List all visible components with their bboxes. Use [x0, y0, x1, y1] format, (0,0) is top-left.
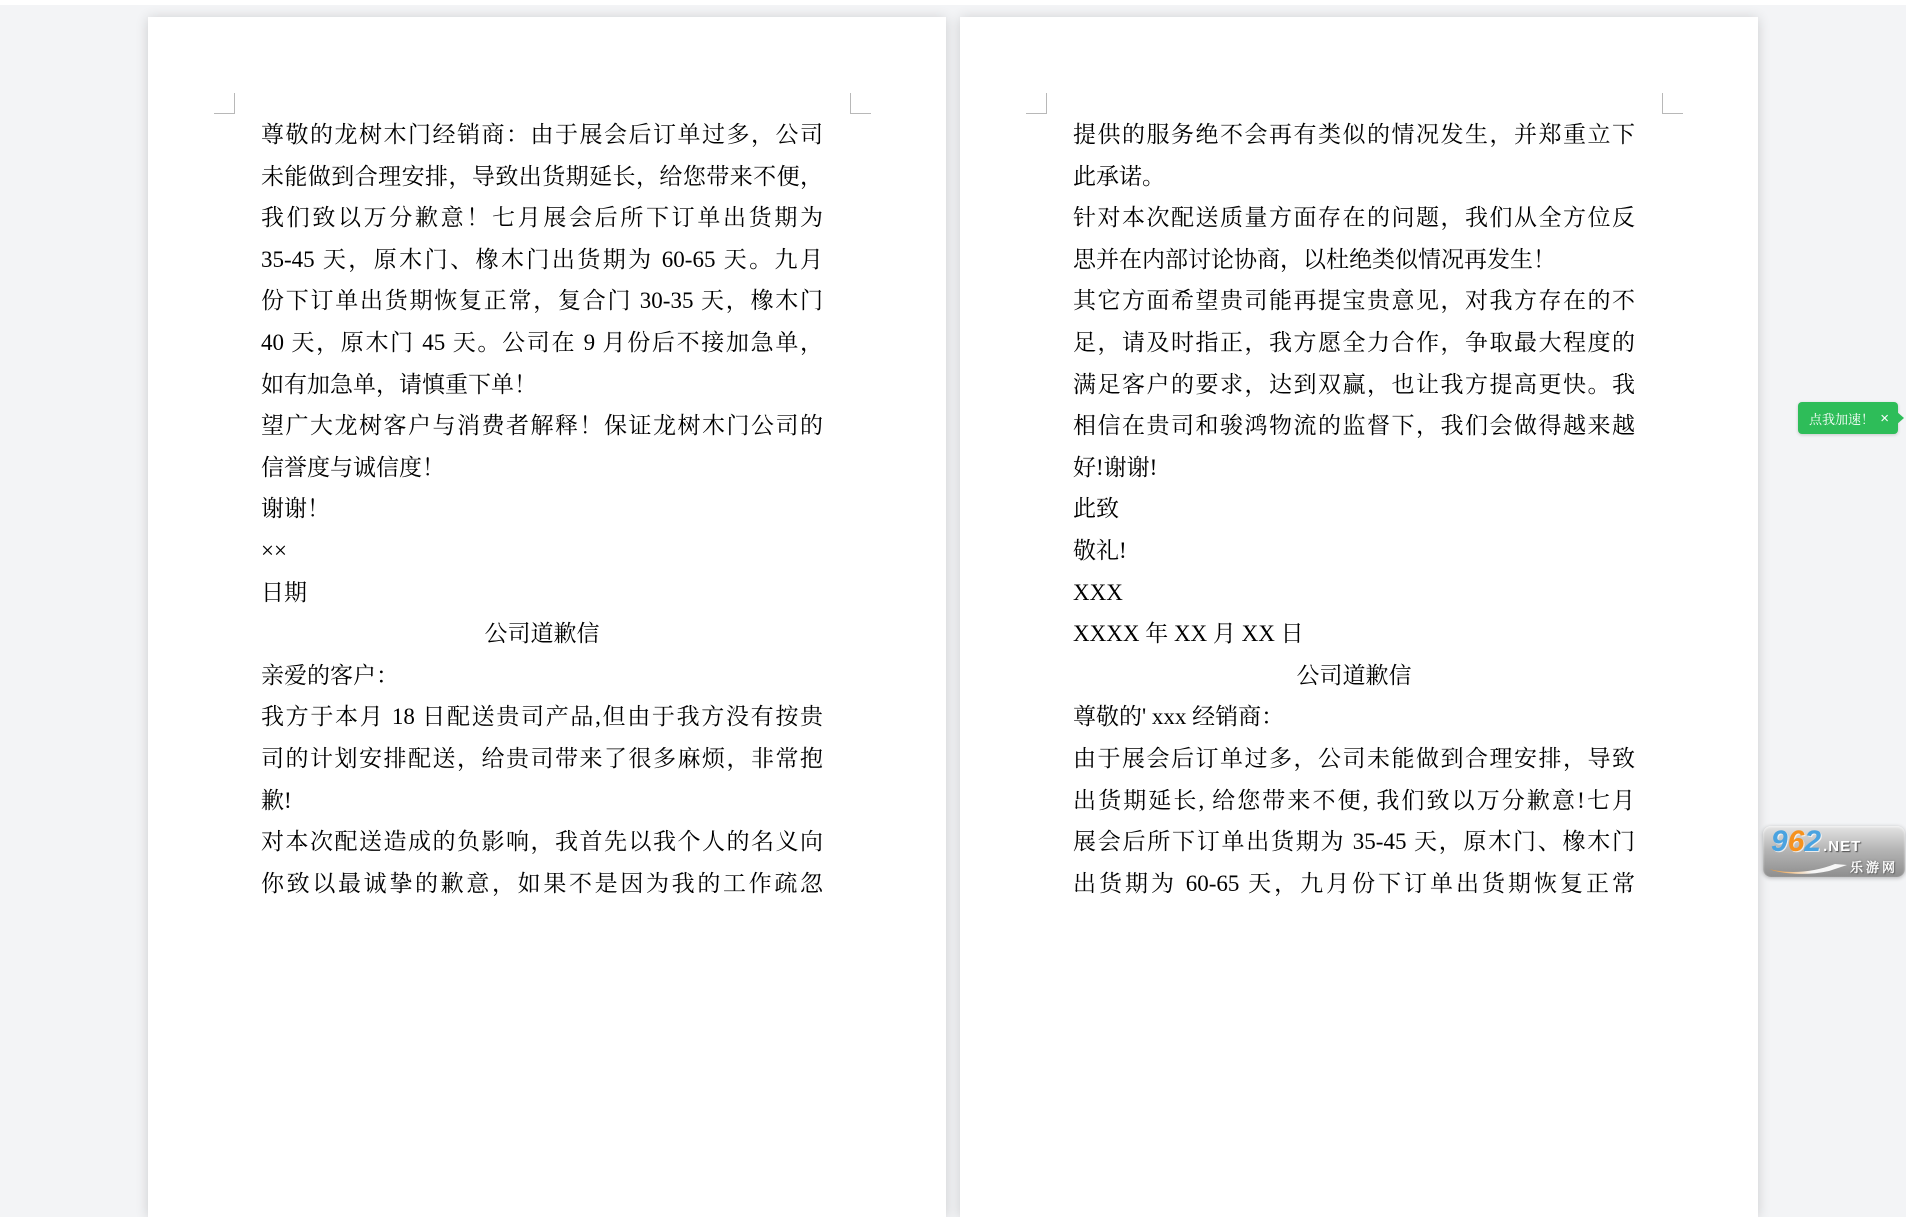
text-line: 对本次配送造成的负影响，我首先以我个人的名义向 [261, 829, 823, 855]
speed-boost-badge[interactable] [1798, 402, 1898, 434]
text-line: 亲爱的客户： [261, 662, 399, 688]
page-1-text [261, 114, 823, 904]
speed-boost-label[interactable]: 点我加速！ [1809, 411, 1875, 427]
text-line: 歉! [261, 787, 292, 813]
text-line: 份下订单出货期恢复正常，复合门 30-35 天，橡木门 [261, 288, 823, 314]
text-line: 公司道歉信 [484, 621, 600, 647]
text-line: 我方于本月 18 日配送贵司产品,但由于我方没有按贵 [261, 704, 823, 730]
text-line: 出货期为 60-65 天，九月份下订单出货期恢复正常 [1073, 870, 1635, 896]
text-line: 你致以最诚挚的歉意，如果不是因为我的工作疏忽 [261, 870, 823, 896]
margin-corner-mark [1026, 93, 1047, 114]
text-line: 信誉度与诚信度！ [261, 454, 445, 480]
margin-corner-mark [850, 93, 871, 114]
logo-digit-9: 9 [1771, 826, 1788, 858]
text-line: ×× [261, 537, 287, 563]
962net-logo [1763, 826, 1905, 877]
text-line: 如有加急单，请慎重下单！ [261, 371, 537, 397]
logo-digit-6: 6 [1787, 826, 1805, 858]
close-icon[interactable]: × [1880, 409, 1889, 427]
logo-site-name: 乐游网 [1849, 860, 1898, 875]
text-line: 谢谢！ [261, 496, 330, 522]
text-line: 提供的服务绝不会再有类似的情况发生，并郑重立下 [1073, 122, 1635, 147]
text-line: 由于展会后订单过多，公司未能做到合理安排，导致 [1073, 745, 1635, 771]
text-line: 40 天，原木门 45 天。公司在 9 月份后不接加急单， [261, 329, 823, 355]
text-line: 35-45 天，原木门、橡木门出货期为 60-65 天。九月 [261, 246, 823, 272]
text-line: 相信在贵司和骏鸿物流的监督下，我们会做得越来越 [1073, 413, 1635, 439]
text-line: 此承诺。 [1073, 163, 1165, 189]
text-line: 其它方面希望贵司能再提宝贵意见，对我方存在的不 [1073, 288, 1635, 314]
text-line: XXXX 年 XX 月 XX 日 [1073, 621, 1304, 647]
margin-corner-mark [1662, 93, 1683, 114]
text-line: 望广大龙树客户与消费者解释！保证龙树木门公司的 [261, 413, 823, 439]
text-line: 我们致以万分歉意！七月展会后所下订单出货期为 [261, 205, 823, 231]
text-line: 足，请及时指正，我方愿全力合作，争取最大程度的 [1073, 329, 1635, 355]
document-page-2 [960, 17, 1758, 1217]
badge-tail-pointer [1896, 411, 1904, 425]
text-line: 公司道歉信 [1296, 662, 1412, 688]
logo-net-text: .NET [1823, 838, 1862, 855]
text-line: 敬礼! [1073, 537, 1127, 563]
text-line: 针对本次配送质量方面存在的问题，我们从全方位反 [1073, 205, 1635, 231]
text-line: 思并在内部讨论协商，以杜绝类似情况再发生！ [1073, 246, 1556, 272]
text-line: XXX [1073, 579, 1123, 605]
text-line: 好!谢谢! [1073, 454, 1158, 480]
swoosh-arrow-icon [1767, 859, 1849, 875]
logo-digit-2: 2 [1804, 826, 1822, 858]
text-line: 日期 [261, 579, 307, 605]
document-page-1 [148, 17, 946, 1217]
text-line: 此致 [1073, 496, 1119, 522]
text-line: 尊敬的龙树木门经销商：由于展会后订单过多，公司 [261, 122, 823, 147]
text-line: 司的计划安排配送，给贵司带来了很多麻烦，非常抱 [261, 745, 823, 771]
page-2-text [1073, 114, 1635, 904]
text-line: 满足客户的要求，达到双赢，也让我方提高更快。我 [1073, 371, 1635, 397]
text-line: 出货期延长, 给您带来不便, 我们致以万分歉意!七月 [1073, 787, 1635, 813]
top-white-strip [0, 0, 1906, 5]
text-line: 尊敬的' xxx 经销商： [1073, 704, 1285, 730]
text-line: 展会后所下订单出货期为 35-45 天，原木门、橡木门 [1073, 829, 1635, 855]
text-line: 未能做到合理安排，导致出货期延长，给您带来不便， [261, 163, 823, 189]
margin-corner-mark [214, 93, 235, 114]
962net-logo-title [1771, 826, 1861, 860]
